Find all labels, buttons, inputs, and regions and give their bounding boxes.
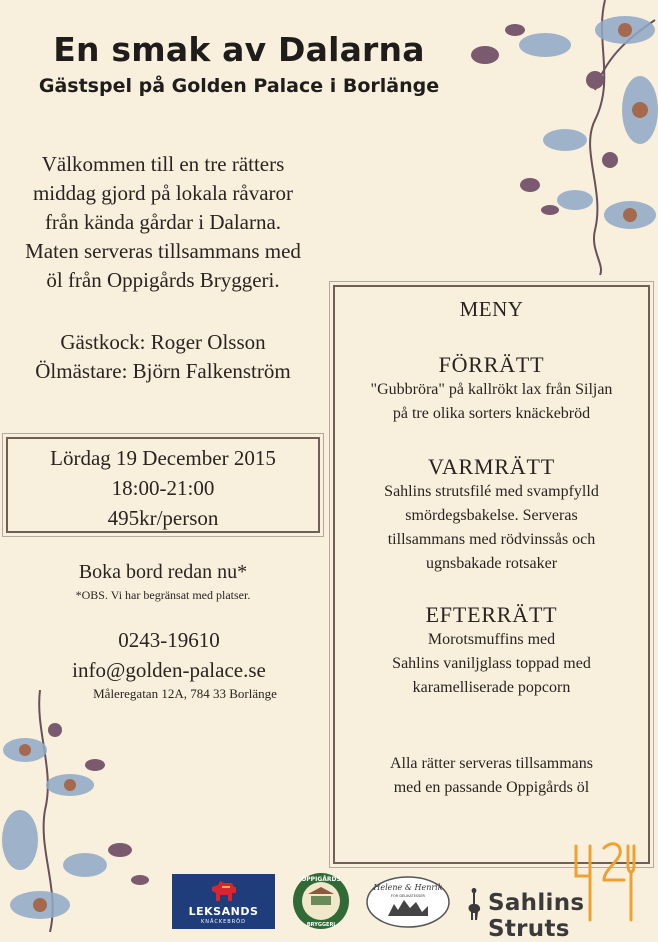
dala-horse-icon <box>208 879 240 903</box>
leksands-name: LEKSANDS <box>188 905 259 918</box>
starter-heading: FÖRRÄTT <box>438 352 545 377</box>
event-details-box <box>6 437 320 533</box>
menu-box <box>333 285 650 864</box>
menu-line: Alla rätter serveras tillsammans <box>389 755 594 772</box>
menu-line: ugnsbakade rotsaker <box>425 555 558 572</box>
helene-henrik-logo <box>366 876 450 928</box>
contact-email[interactable]: info@golden-palace.se <box>72 658 266 682</box>
dessert-description <box>335 628 648 700</box>
leksands-sub: KNÄCKEBRÖD <box>201 919 246 925</box>
menu-line: på tre olika sorters knäckebröd <box>392 405 591 422</box>
guest-chef: Gästkock: Roger Olsson <box>60 330 266 354</box>
page-subtitle: Gästspel på Golden Palace i Borlänge <box>38 75 440 97</box>
booking-cta: Boka bord redan nu* <box>78 561 248 583</box>
contact-phone[interactable]: 0243-19610 <box>118 628 220 652</box>
menu-footer <box>335 752 648 800</box>
oppigards-ring-text: OPPIGÅRDS <box>301 876 341 883</box>
menu-line: tillsammans med rödvinssås och <box>387 531 596 548</box>
contact-address: Måleregatan 12A, 784 33 Borlänge <box>93 686 277 701</box>
menu-line: Morotsmuffins med <box>427 631 556 648</box>
intro-line: Välkommen till en tre rätters <box>41 152 285 176</box>
helene-sub: FOR DELIKATESSER <box>391 894 425 898</box>
oppigards-bottom-text: BRYGGERI <box>306 922 336 928</box>
floral-ornament-bottom-left <box>0 690 170 932</box>
menu-line: med en passande Oppigårds öl <box>393 779 590 796</box>
main-description <box>335 480 648 576</box>
event-time: 18:00-21:00 <box>111 476 215 500</box>
menu-line: "Gubbröra" på kallrökt lax från Siljan <box>370 381 613 398</box>
helene-name: Helene & Henrik <box>373 883 443 892</box>
staff-info <box>0 328 326 386</box>
menu-title: MENY <box>459 297 524 321</box>
intro-line: middag gjord på lokala råvaror <box>32 181 294 205</box>
main-heading: VARMRÄTT <box>427 454 555 479</box>
intro-text <box>0 150 326 295</box>
page-title: En smak av Dalarna <box>53 30 425 69</box>
dessert-heading: EFTERRÄTT <box>425 602 558 627</box>
menu-line: karamelliserade popcorn <box>412 679 571 696</box>
intro-line: Maten serveras tillsammans med <box>25 239 301 263</box>
ostrich-icon <box>464 886 484 922</box>
intro-line: öl från Oppigårds Bryggeri. <box>46 268 280 292</box>
event-price: 495kr/person <box>107 506 219 530</box>
menu-line: Sahlins vaniljglass toppad med <box>392 655 591 672</box>
fork-knife-logo-mark <box>568 836 638 922</box>
oppigards-logo <box>292 872 350 930</box>
leksands-logo <box>172 874 275 929</box>
booking-note: *OBS. Vi har begränsat med platser. <box>75 588 251 602</box>
intro-line: från kända gårdar i Dalarna. <box>44 210 282 234</box>
beer-master: Ölmästare: Björn Falkenström <box>35 359 291 383</box>
event-date: Lördag 19 December 2015 <box>50 446 276 470</box>
menu-line: Sahlins strutsfilé med svampfylld <box>384 483 599 500</box>
sahlins-logo-text: Sahlins Struts <box>488 890 585 942</box>
menu-line: smördegsbakelse. Serveras <box>405 507 578 524</box>
floral-ornament-top-right <box>455 0 658 275</box>
starter-description <box>335 378 648 426</box>
